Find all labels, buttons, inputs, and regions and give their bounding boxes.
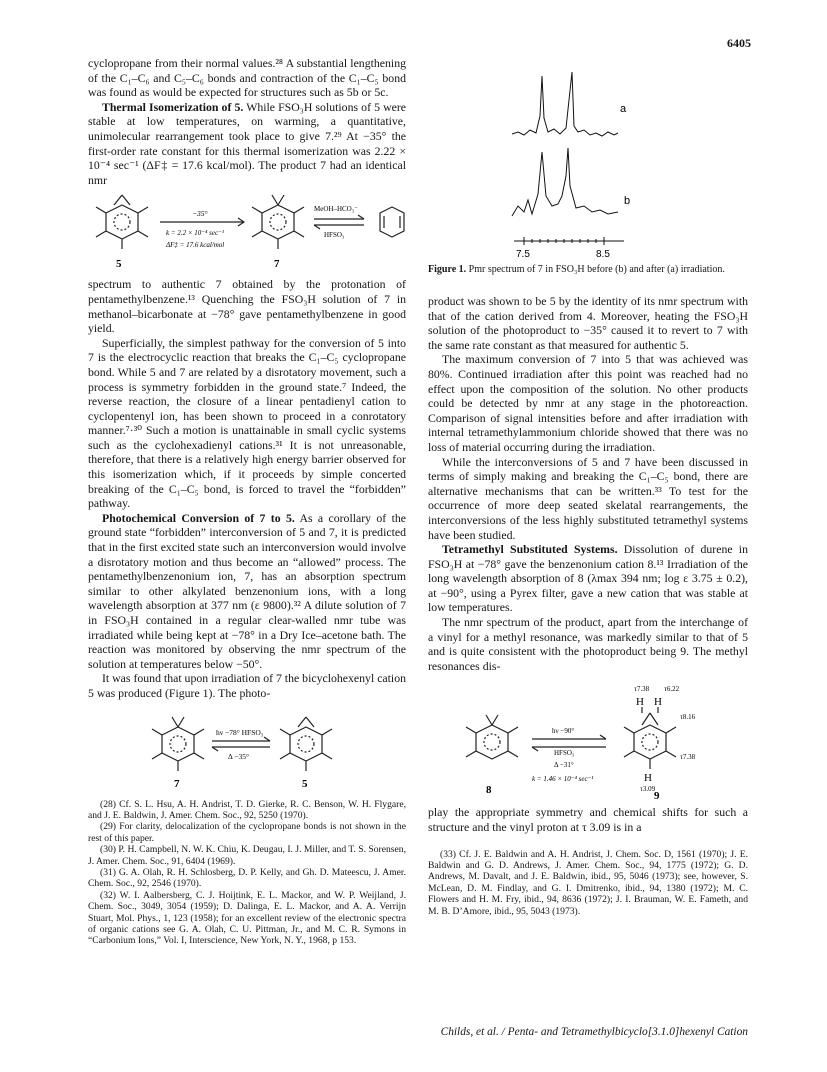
paragraph: While the interconversions of 5 and 7 have been discussed in terms of simply making and breaking the C₁–C₅ bond, there are alternative mechanisms that can be written.³³ To test for the occurrence of more deep seated skelatal rearrangements, the interconversions of the less highly substituted tetramethyl systems have been studied. (428, 454, 748, 542)
footnotes-right (428, 849, 748, 917)
page-number: 6405 (727, 36, 751, 50)
paragraph-text: Dissolution of durene in FSO₃H at −78° gave the benzenonium cation 8.¹³ Irradiation of the long wavelength absorption of 8 (λmax 394 nm; log ε 3.75 ± 0.2), at −90°, using a Pyrex filter, gave a new cation that was stable at low temperatures. (428, 542, 748, 615)
compound-label-7: 7 (274, 258, 280, 271)
figure-caption-text: Pmr spectrum of 7 in FSO₃H before (b) and after (a) irradiation. (466, 264, 725, 275)
paragraph: The nmr spectrum of the product, apart from the interchange of a vinyl for a methyl resonance, was markedly similar to that of 5 and is quite consistent with the photoproduct being 9. The methyl resonances dis- (428, 615, 748, 673)
figure-caption-label: Figure 1. (428, 264, 467, 275)
arrow-condition: Δ −35° (228, 751, 250, 761)
reagent-label: HFSO₃ (554, 749, 575, 758)
paragraph: play the appropriate symmetry and chemical shifts for such a structure and the vinyl proton at τ 3.09 is in a (428, 805, 748, 835)
section-heading: Photochemical Conversion of 7 to 5. (102, 510, 295, 525)
scheme-3-drawing (428, 681, 748, 799)
paragraph: Superficially, the simplest pathway for the conversion of 5 into 7 is the electrocyclic reaction that breaks the C₁–C₅ cyclopropane bond. While 5 and 7 are related by a disrotatory movement, such a process is symmetry forbidden in the ground state.⁷ Indeed, the reverse reaction, the closure of a linear pentadienyl cation to cyclopentenyl ion, has been shown to proceed in a conrotatory manner.⁷·³⁰ Such a motion is unattainable in small cyclic systems such as the cyclohexadienyl cations.³¹ It is not unreasonable, therefore, that there is a relatively high energy barrier observed for this isomerization which, if it proceeds by simple concerted breaking of the C₁–C₅ bond, is forced to travel the “forbidden” pathway. (88, 335, 406, 511)
arrow-condition: Δ −31° (554, 761, 574, 770)
chemical-shift: τ3.09 (640, 785, 656, 794)
section-heading: Thermal Isomerization of 5. (102, 99, 244, 114)
paragraph (428, 542, 748, 615)
paragraph: cyclopropane from their normal values.²⁸ A substantial lengthening of the C₁–C₆ and C₅–C₆ bonds and contraction of the C₁–C₅ bond was found as would be expected for structures such as 5b or 5c. (88, 56, 406, 100)
trace-label-b: b (624, 195, 631, 207)
arrow-condition: −35° (192, 209, 208, 219)
figure-1 (428, 56, 708, 266)
reaction-scheme-2 (88, 711, 406, 793)
reagent-label: HFSO₃ (324, 231, 345, 240)
footnote: (29) For clarity, delocalization of the cyclopropane bonds is not shown in the rest of this paper. (88, 821, 406, 844)
axis-tick-label: 8.5 (596, 249, 610, 260)
reaction-scheme-1 (88, 191, 406, 275)
chemical-shift: τ6.22 (664, 685, 680, 694)
arrow-condition: hν −78° HFSO₃ (216, 727, 264, 737)
compound-label-8: 8 (486, 784, 492, 797)
footnote: (31) G. A. Olah, R. H. Schlosberg, D. P. Kelly, and Gh. D. Mateescu, J. Amer. Chem. Soc., 92, 2546 (1970). (88, 867, 406, 890)
scheme-1-drawing (88, 191, 406, 275)
section-heading: Tetramethyl Substituted Systems. (442, 542, 618, 557)
paragraph: It was found that upon irradiation of 7 the bicyclohexenyl cation 5 was produced (Figure 1). The photo- (88, 671, 407, 700)
compound-label-7: 7 (174, 777, 180, 790)
reaction-scheme-3 (428, 681, 748, 799)
paragraph (88, 100, 406, 188)
paragraph-text: While FSO₃H solutions of 5 were stable at low temperatures, on warming, a quantitative, unimolecular rearrangement took place to give 7.²⁹ At −35° the first-order rate constant for this thermal isomerization was 2.22 × 10⁻⁴ sec⁻¹ (ΔF‡ = 17.6 kcal/mol). The product 7 had an identical nmr (88, 99, 406, 187)
chemical-shift: τ7.38 (634, 685, 650, 694)
reagent-label: MeOH–HCO₃⁻ (314, 205, 358, 214)
compound-label-9: 9 (654, 790, 660, 800)
paragraph: spectrum to authentic 7 obtained by the protonation of pentamethylbenzene.¹³ Quenching the FSO₃H solution of 7 in methanol–bicarbonate at −78° gave pentamethylbenzene in good yield. (88, 277, 406, 336)
paragraph (88, 511, 406, 672)
chemical-shift: τ7.38 (680, 753, 696, 762)
footnote: (32) W. I. Aalbersberg, C. J. Hoijtink, E. L. Mackor, and W. P. Weijland, J. Chem. Soc., 3049, 3054 (1959); D. Dalinga, E. L. Mackor, and A. A. Verrijn Stuart, Mol. Phys., 1, 123 (1958); for an excellent review of the electronic spectra of organic cations see G. A. Olah, C. U. Pittman, Jr., and M. C. R. Symons in “Carbonium Ions,” Vol. I, Interscience, New York, N. Y., 1968, p 153. (88, 889, 406, 947)
trace-label-a: a (620, 103, 627, 115)
paragraph-text: As a corollary of the ground state “forbidden” interconversion of 5 and 7, it is predicted that in the first excited state such an interconversion would involve a disrotatory motion and thus become an “allowed” process. The pentamethylbenzenonium ion, 7, has an absorption spectrum similar to other alkylated benzenonium ions, with a long wavelength absorption at 377 nm (ε 9800).³² A dilute solution of 7 in FSO₃H contained in a regular clear-walled nmr tube was irradiated while being kept at −78° in a Dry Ice–acetone bath. The reaction was monitored by observing the nmr spectrum of the solution at temperatures below −50°. (88, 510, 406, 671)
atom-label: H (644, 772, 652, 785)
left-column (88, 56, 406, 947)
spectrum-trace-a (512, 72, 618, 136)
axis-tick-label: 7.5 (516, 249, 530, 260)
activation-energy: ΔF‡ = 17.6 kcal/mol (166, 241, 225, 250)
nmr-spectrum (428, 56, 708, 270)
footnote: (30) P. H. Campbell, N. W. K. Chiu, K. Deugau, I. J. Miller, and T. S. Sorensen, J. Amer. Chem. Soc., 91, 6404 (1969). (88, 844, 406, 867)
compound-label-5: 5 (302, 777, 308, 790)
footnotes-left (88, 799, 406, 947)
footnote: (33) Cf. J. E. Baldwin and A. H. Andrist, J. Chem. Soc. D, 1561 (1970); J. E. Baldwin and G. D. Andrews, J. Amer. Chem. Soc., 94, 1775 (1972); G. D. Andrews, M. Davalt, and J. E. Baldwin, ibid., 95, 5046 (1973); see, however, S. McLean, D. M. Findlay, and G. I. Dmitrenko, ibid., 94, 1380 (1972); M. C. Flowers and H. M. Fry, ibid., 94, 8636 (1972); J. I. Brauman, W. E. Fameth, and M. B. D’Amore, ibid., 95, 5043 (1973). (428, 848, 748, 917)
scheme-2-drawing (88, 711, 406, 793)
paragraph: product was shown to be 5 by the identity of its nmr spectrum with that of the cation derived from 4. Moreover, heating the FSO₃H solution of the photoproduct to −35° caused it to revert to 7 with the same rate constant as that measured for authentic 5. (428, 294, 748, 352)
running-footer: Childs, et al. / Penta- and Tetramethylbicyclo[3.1.0]hexenyl Cation (440, 1026, 748, 1038)
paragraph: The maximum conversion of 7 into 5 that was achieved was 80%. Continued irradiation after this point was reached had no effect upon the composition of the solution. No other products could be detected by nmr at any stage in the photoreaction. Comparison of signal intensities before and after irradiation with internal tetramethylammonium chloride showed that there was no loss of material occurring during the irradiation. (428, 352, 748, 454)
atom-label: H (654, 696, 662, 709)
atom-label: H (636, 696, 644, 709)
chemical-shift: τ8.16 (680, 713, 696, 722)
compound-label-5: 5 (116, 258, 122, 271)
arrow-condition: hν −90° (552, 727, 575, 736)
rate-constant: k = 2.2 × 10⁻⁴ sec⁻¹ (166, 229, 224, 238)
spectrum-trace-b (512, 148, 618, 216)
footnote: (28) Cf. S. L. Hsu, A. H. Andrist, T. D. Gierke, R. C. Benson, W. H. Flygare, and J. E. Baldwin, J. Amer. Chem. Soc., 92, 5250 (1970). (88, 798, 406, 821)
right-column (428, 56, 748, 917)
rate-constant: k = 1.46 × 10⁻⁴ sec⁻¹ (532, 775, 594, 784)
